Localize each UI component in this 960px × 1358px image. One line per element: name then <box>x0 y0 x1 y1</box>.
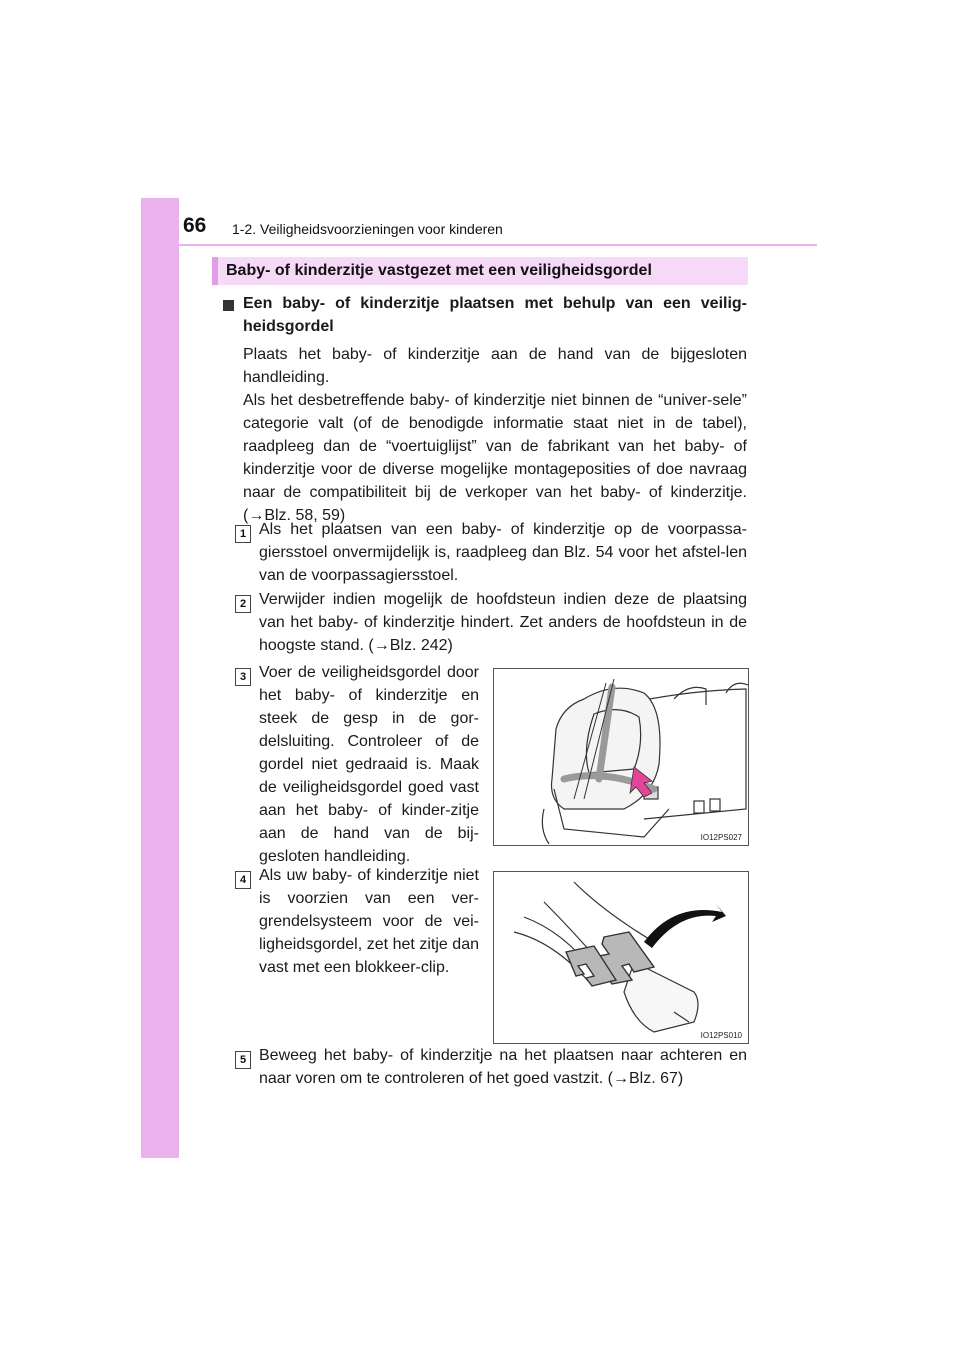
step-number-2: 2 <box>235 595 251 613</box>
section-bar-accent <box>212 257 218 285</box>
child-seat-figure <box>493 668 749 846</box>
locking-clip-illustration-icon <box>494 872 749 1044</box>
figure-code-1: IO12PS027 <box>700 833 742 842</box>
step-text-3: Voer de veiligheidsgordel door het baby- of kinderzitje en steek de gesp in de gor-delsluiting. Controleer of de gordel niet gedraaid is. Maak de veiligheidsgordel goed vast aan het baby- of kinder-zitje aan de hand van de bij-gesloten handleiding. <box>259 664 479 865</box>
step-number-3: 3 <box>235 668 251 686</box>
running-head: 1-2. Veiligheidsvoorzieningen voor kinderen <box>232 221 503 237</box>
paragraph-compatibility: Als het desbetreffende baby- of kinderzitje niet binnen de “univer-sele” categorie valt (of de benodigde informatie staat niet in de tabel), raadpleeg dan de “voertuiglijst” van de fabrikant van het baby- of kinderzitje voor de diverse mogelijke montageposities of doe navraag naar de compatibiliteit bij de verkoper van het baby- of kinderzitje. (→Blz. 58, 59) <box>243 392 747 524</box>
step-text-5: Beweeg het baby- of kinderzitje na het plaatsen naar achteren en naar voren om te controleren of het goed vastzit. (→Blz. 67) <box>259 1047 747 1087</box>
child-seat-belt-illustration-icon <box>494 669 749 846</box>
page-number: 66 <box>183 214 207 237</box>
chapter-sidebar-tab <box>141 198 179 1158</box>
locking-clip-figure <box>493 871 749 1044</box>
header-rule <box>179 244 817 246</box>
paragraph-intro: Plaats het baby- of kinderzitje aan de hand van de bijgesloten handleiding. <box>243 346 747 386</box>
step-number-1: 1 <box>235 525 251 543</box>
figure-code-2: IO12PS010 <box>700 1031 742 1040</box>
step-number-5: 5 <box>235 1051 251 1069</box>
step-text-4: Als uw baby- of kinderzitje niet is voorzien van een ver-grendelsysteem voor de vei-ligheidsgordel, zet het zitje dan vast met een blokkeer-clip. <box>259 867 479 976</box>
section-title: Baby- of kinderzitje vastgezet met een veiligheidsgordel <box>226 262 652 279</box>
step-number-4: 4 <box>235 871 251 889</box>
subsection-heading: Een baby- of kinderzitje plaatsen met behulp van een veilig-heidsgordel <box>243 295 747 335</box>
square-bullet-icon <box>223 300 234 311</box>
step-text-2: Verwijder indien mogelijk de hoofdsteun indien deze de plaatsing van het baby- of kinderzitje hindert. Zet anders de hoofdsteun in de hoogste stand. (→Blz. 242) <box>259 591 747 654</box>
step-text-1: Als het plaatsen van een baby- of kinderzitje op de voorpassa-giersstoel onvermijdelijk is, raadpleeg dan Blz. 54 voor het afstel-len van de voorpassagiersstoel. <box>259 521 747 584</box>
section-title-bar <box>212 257 748 285</box>
